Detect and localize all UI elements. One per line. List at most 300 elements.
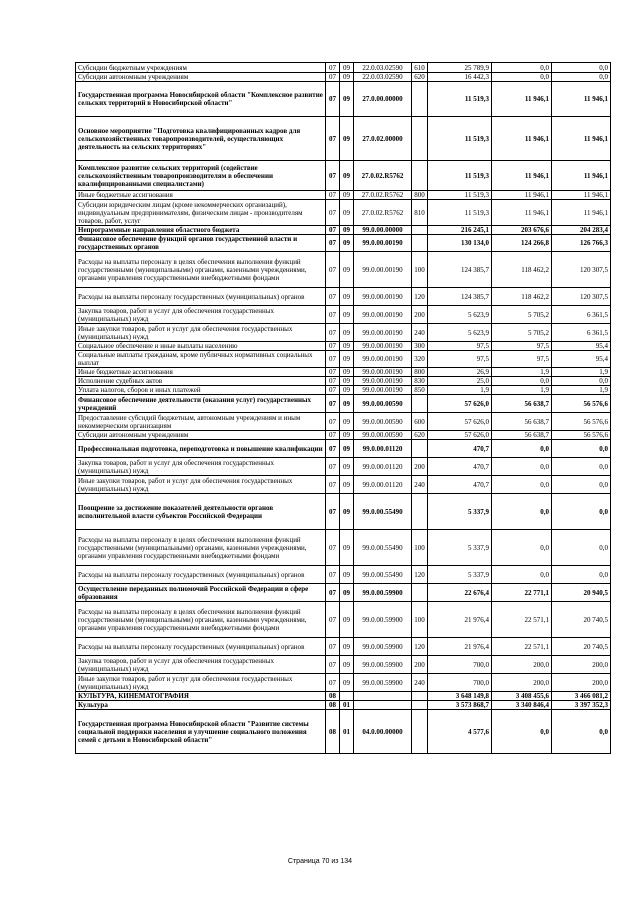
- amount-year-3: 11 946,1: [552, 191, 611, 200]
- expense-type-code: [412, 494, 428, 530]
- expense-type-code: 800: [412, 368, 428, 377]
- amount-year-1: 700,0: [428, 674, 492, 692]
- subsection-code: 09: [340, 395, 354, 413]
- expense-type-code: 200: [412, 458, 428, 476]
- target-article-code: 99.0.00.01120: [354, 458, 412, 476]
- expense-type-code: [412, 692, 428, 701]
- amount-year-3: 11 946,1: [552, 82, 611, 117]
- subsection-code: 09: [340, 584, 354, 602]
- section-code: 07: [326, 584, 340, 602]
- amount-year-2: 97,5: [492, 342, 552, 351]
- amount-year-3: 200,0: [552, 674, 611, 692]
- table-row: [76, 377, 611, 386]
- target-article-code: 99.0.00.59900: [354, 674, 412, 692]
- subsection-code: 09: [340, 674, 354, 692]
- amount-year-1: 124 385,7: [428, 288, 492, 306]
- expense-type-code: 100: [412, 530, 428, 566]
- table-row: [76, 73, 611, 82]
- amount-year-2: 11 946,1: [492, 191, 552, 200]
- target-article-code: 99.0.00.00590: [354, 431, 412, 440]
- expense-type-code: [412, 82, 428, 117]
- table-row: [76, 161, 611, 191]
- subsection-code: 09: [340, 377, 354, 386]
- subsection-code: 09: [340, 368, 354, 377]
- amount-year-3: 1,9: [552, 368, 611, 377]
- amount-year-3: 56 576,6: [552, 413, 611, 431]
- target-article-code: 99.0.00.00590: [354, 395, 412, 413]
- amount-year-2: 0,0: [492, 440, 552, 458]
- amount-year-3: 3 466 081,2: [552, 692, 611, 701]
- amount-year-1: 57 626,0: [428, 413, 492, 431]
- amount-year-3: 1,9: [552, 386, 611, 395]
- subsection-code: 09: [340, 252, 354, 288]
- subsection-code: 09: [340, 656, 354, 674]
- section-code: 07: [326, 530, 340, 566]
- amount-year-2: 11 946,1: [492, 82, 552, 117]
- amount-year-1: 5 337,9: [428, 530, 492, 566]
- expense-type-code: 620: [412, 431, 428, 440]
- subsection-code: 09: [340, 117, 354, 161]
- target-article-code: 99.0.00.00190: [354, 252, 412, 288]
- section-code: 07: [326, 377, 340, 386]
- table-row: [76, 584, 611, 602]
- section-code: 07: [326, 252, 340, 288]
- amount-year-2: 1,9: [492, 386, 552, 395]
- amount-year-2: 0,0: [492, 458, 552, 476]
- amount-year-1: 25,0: [428, 377, 492, 386]
- amount-year-3: 95,4: [552, 342, 611, 351]
- expense-type-code: 620: [412, 73, 428, 82]
- row-name: Социальное обеспечение и иные выплаты населению: [76, 342, 326, 351]
- amount-year-2: 0,0: [492, 494, 552, 530]
- subsection-code: 09: [340, 638, 354, 656]
- expense-type-code: 610: [412, 63, 428, 73]
- section-code: 07: [326, 431, 340, 440]
- target-article-code: 99.0.00.01120: [354, 476, 412, 494]
- target-article-code: 99.0.00.00190: [354, 288, 412, 306]
- row-name: Социальные выплаты гражданам, кроме публичных нормативных социальных выплат: [76, 351, 326, 368]
- section-code: 08: [326, 701, 340, 710]
- section-code: 07: [326, 413, 340, 431]
- target-article-code: 99.0.00.59900: [354, 638, 412, 656]
- subsection-code: 09: [340, 288, 354, 306]
- amount-year-3: 0,0: [552, 73, 611, 82]
- target-article-code: 27.0.02.R5762: [354, 200, 412, 226]
- row-name: Расходы на выплаты персоналу в целях обеспечения выполнения функций государственными (муниципальными) органами, казенными учреждениями, органами управления государственными внебюджетными фондами: [76, 252, 326, 288]
- table-row: [76, 386, 611, 395]
- amount-year-3: 0,0: [552, 377, 611, 386]
- table-row: [76, 701, 611, 710]
- amount-year-2: 5 705,2: [492, 324, 552, 342]
- subsection-code: 09: [340, 306, 354, 324]
- amount-year-1: 3 573 868,7: [428, 701, 492, 710]
- target-article-code: 99.0.00.55490: [354, 566, 412, 584]
- amount-year-1: 11 519,3: [428, 191, 492, 200]
- table-row: [76, 235, 611, 252]
- target-article-code: 99.0.00.01120: [354, 440, 412, 458]
- table-row: [76, 191, 611, 200]
- table-row: [76, 458, 611, 476]
- expense-type-code: 240: [412, 324, 428, 342]
- row-name: Закупка товаров, работ и услуг для обеспечения государственных (муниципальных) нужд: [76, 306, 326, 324]
- amount-year-3: 0,0: [552, 566, 611, 584]
- target-article-code: 99.0.00.00190: [354, 342, 412, 351]
- amount-year-2: 3 340 846,4: [492, 701, 552, 710]
- expense-type-code: 300: [412, 342, 428, 351]
- amount-year-3: 56 576,6: [552, 395, 611, 413]
- table-row: [76, 476, 611, 494]
- amount-year-1: 57 626,0: [428, 431, 492, 440]
- amount-year-3: 6 361,5: [552, 306, 611, 324]
- expense-type-code: 240: [412, 476, 428, 494]
- target-article-code: 27.0.02.00000: [354, 117, 412, 161]
- section-code: 08: [326, 692, 340, 701]
- amount-year-3: 11 946,1: [552, 161, 611, 191]
- amount-year-1: 22 676,4: [428, 584, 492, 602]
- amount-year-3: 11 946,1: [552, 117, 611, 161]
- row-name: Поощрение за достижение показателей деятельности органов исполнительной власти субъектов Российской Федерации: [76, 494, 326, 530]
- target-article-code: [354, 692, 412, 701]
- subsection-code: 09: [340, 431, 354, 440]
- section-code: 07: [326, 63, 340, 73]
- section-code: 07: [326, 638, 340, 656]
- target-article-code: [354, 701, 412, 710]
- table-row: [76, 710, 611, 754]
- target-article-code: 22.0.03.02590: [354, 73, 412, 82]
- subsection-code: 09: [340, 191, 354, 200]
- row-name: Государственная программа Новосибирской области "Развитие системы социальной поддержки населения и улучшение социального положения семей с детьми в Новосибирской области": [76, 710, 326, 754]
- table-row: [76, 395, 611, 413]
- amount-year-3: 0,0: [552, 458, 611, 476]
- subsection-code: 09: [340, 458, 354, 476]
- amount-year-1: 97,5: [428, 351, 492, 368]
- row-name: Расходы на выплаты персоналу государственных (муниципальных) органов: [76, 638, 326, 656]
- table-row: [76, 82, 611, 117]
- subsection-code: 01: [340, 701, 354, 710]
- amount-year-3: 200,0: [552, 656, 611, 674]
- section-code: 07: [326, 200, 340, 226]
- row-name: Расходы на выплаты персоналу государственных (муниципальных) органов: [76, 566, 326, 584]
- expense-type-code: 120: [412, 288, 428, 306]
- section-code: 07: [326, 458, 340, 476]
- subsection-code: 09: [340, 386, 354, 395]
- target-article-code: 99.0.00.55490: [354, 494, 412, 530]
- row-name: Расходы на выплаты персоналу государственных (муниципальных) органов: [76, 288, 326, 306]
- expense-type-code: 200: [412, 306, 428, 324]
- section-code: 07: [326, 161, 340, 191]
- amount-year-3: 20 940,5: [552, 584, 611, 602]
- amount-year-1: 11 519,3: [428, 117, 492, 161]
- row-name: КУЛЬТУРА, КИНЕМАТОГРАФИЯ: [76, 692, 326, 701]
- section-code: 07: [326, 566, 340, 584]
- row-name: Иные закупки товаров, работ и услуг для обеспечения государственных (муниципальных) нужд: [76, 476, 326, 494]
- subsection-code: 09: [340, 440, 354, 458]
- table-row: [76, 692, 611, 701]
- amount-year-2: 0,0: [492, 377, 552, 386]
- subsection-code: 09: [340, 324, 354, 342]
- amount-year-3: 11 946,1: [552, 200, 611, 226]
- amount-year-2: 22 571,1: [492, 602, 552, 638]
- target-article-code: 99.0.00.00590: [354, 413, 412, 431]
- expense-type-code: [412, 235, 428, 252]
- amount-year-1: 26,9: [428, 368, 492, 377]
- target-article-code: 99.0.00.00190: [354, 306, 412, 324]
- amount-year-3: 120 307,5: [552, 252, 611, 288]
- row-name: Финансовое обеспечение функций органов государственной власти и государственных органов: [76, 235, 326, 252]
- section-code: 07: [326, 73, 340, 82]
- section-code: 08: [326, 710, 340, 754]
- amount-year-1: 216 245,1: [428, 226, 492, 235]
- target-article-code: 99.0.00.00190: [354, 324, 412, 342]
- amount-year-1: 11 519,3: [428, 82, 492, 117]
- target-article-code: 04.0.00.00000: [354, 710, 412, 754]
- subsection-code: 09: [340, 602, 354, 638]
- table-row: [76, 674, 611, 692]
- table-row: [76, 413, 611, 431]
- section-code: 07: [326, 306, 340, 324]
- section-code: 07: [326, 602, 340, 638]
- table-row: [76, 63, 611, 73]
- amount-year-2: 11 946,1: [492, 161, 552, 191]
- amount-year-2: 118 462,2: [492, 252, 552, 288]
- subsection-code: 01: [340, 710, 354, 754]
- row-name: Расходы на выплаты персоналу в целях обеспечения выполнения функций государственными (муниципальными) органами, казенными учреждениями, органами управления государственными внебюджетными фондами: [76, 530, 326, 566]
- target-article-code: 27.0.02.R5762: [354, 191, 412, 200]
- amount-year-2: 56 638,7: [492, 431, 552, 440]
- expense-type-code: 830: [412, 377, 428, 386]
- amount-year-2: 1,9: [492, 368, 552, 377]
- section-code: 07: [326, 494, 340, 530]
- row-name: Субсидии юридическим лицам (кроме некоммерческих организаций), индивидуальным предпринимателям, физическим лицам - производителям товаров, работ, услуг: [76, 200, 326, 226]
- subsection-code: [340, 692, 354, 701]
- target-article-code: 99.0.00.59900: [354, 602, 412, 638]
- subsection-code: 09: [340, 161, 354, 191]
- expense-type-code: 200: [412, 656, 428, 674]
- table-row: [76, 351, 611, 368]
- amount-year-1: 57 626,0: [428, 395, 492, 413]
- amount-year-2: 56 638,7: [492, 395, 552, 413]
- subsection-code: 09: [340, 235, 354, 252]
- amount-year-3: 0,0: [552, 494, 611, 530]
- amount-year-2: 0,0: [492, 566, 552, 584]
- expense-type-code: [412, 117, 428, 161]
- row-name: Иные закупки товаров, работ и услуг для обеспечения государственных (муниципальных) нужд: [76, 324, 326, 342]
- table-row: [76, 368, 611, 377]
- amount-year-2: 0,0: [492, 73, 552, 82]
- section-code: 07: [326, 476, 340, 494]
- table-row: [76, 656, 611, 674]
- amount-year-2: 0,0: [492, 710, 552, 754]
- subsection-code: 09: [340, 82, 354, 117]
- budget-table: [75, 62, 611, 754]
- amount-year-1: 124 385,7: [428, 252, 492, 288]
- target-article-code: 99.0.00.00190: [354, 351, 412, 368]
- expense-type-code: 600: [412, 413, 428, 431]
- target-article-code: 27.0.02.R5762: [354, 161, 412, 191]
- amount-year-3: 95,4: [552, 351, 611, 368]
- subsection-code: 09: [340, 73, 354, 82]
- subsection-code: 09: [340, 530, 354, 566]
- amount-year-1: 5 623,9: [428, 306, 492, 324]
- row-name: Уплата налогов, сборов и иных платежей: [76, 386, 326, 395]
- amount-year-3: 0,0: [552, 440, 611, 458]
- table-row: [76, 494, 611, 530]
- row-name: Иные бюджетные ассигнования: [76, 191, 326, 200]
- amount-year-2: 0,0: [492, 63, 552, 73]
- amount-year-2: 118 462,2: [492, 288, 552, 306]
- target-article-code: 99.0.00.00190: [354, 368, 412, 377]
- amount-year-2: 22 571,1: [492, 638, 552, 656]
- subsection-code: 09: [340, 476, 354, 494]
- amount-year-1: 5 337,9: [428, 494, 492, 530]
- amount-year-2: 5 705,2: [492, 306, 552, 324]
- amount-year-2: 200,0: [492, 656, 552, 674]
- amount-year-1: 5 337,9: [428, 566, 492, 584]
- amount-year-3: 56 576,6: [552, 431, 611, 440]
- expense-type-code: 120: [412, 638, 428, 656]
- amount-year-1: 21 976,4: [428, 638, 492, 656]
- amount-year-3: 0,0: [552, 476, 611, 494]
- amount-year-2: 0,0: [492, 476, 552, 494]
- row-name: Государственная программа Новосибирской области "Комплексное развитие сельских территорий в Новосибирской области": [76, 82, 326, 117]
- section-code: 07: [326, 82, 340, 117]
- amount-year-3: 0,0: [552, 710, 611, 754]
- section-code: 07: [326, 342, 340, 351]
- expense-type-code: [412, 710, 428, 754]
- amount-year-3: 120 307,5: [552, 288, 611, 306]
- subsection-code: 09: [340, 494, 354, 530]
- target-article-code: 99.0.00.55490: [354, 530, 412, 566]
- amount-year-3: 126 766,3: [552, 235, 611, 252]
- section-code: 07: [326, 191, 340, 200]
- row-name: Расходы на выплаты персоналу в целях обеспечения выполнения функций государственными (муниципальными) органами, казенными учреждениями, органами управления государственными внебюджетными фондами: [76, 602, 326, 638]
- subsection-code: 09: [340, 226, 354, 235]
- amount-year-1: 21 976,4: [428, 602, 492, 638]
- row-name: Комплексное развитие сельских территорий (содействие сельскохозяйственным товаропроизводителям в обеспечении квалифицированными специалистами): [76, 161, 326, 191]
- row-name: Иные бюджетные ассигнования: [76, 368, 326, 377]
- table-row: [76, 440, 611, 458]
- table-row: [76, 566, 611, 584]
- table-row: [76, 638, 611, 656]
- section-code: 07: [326, 324, 340, 342]
- amount-year-2: 200,0: [492, 674, 552, 692]
- subsection-code: 09: [340, 351, 354, 368]
- expense-type-code: 800: [412, 191, 428, 200]
- amount-year-3: 20 740,5: [552, 602, 611, 638]
- section-code: 07: [326, 235, 340, 252]
- target-article-code: 99.0.00.00000: [354, 226, 412, 235]
- expense-type-code: 100: [412, 252, 428, 288]
- row-name: Предоставление субсидий бюджетным, автономным учреждениям и иным некоммерческим организациям: [76, 413, 326, 431]
- expense-type-code: 240: [412, 674, 428, 692]
- amount-year-1: 470,7: [428, 476, 492, 494]
- row-name: Культура: [76, 701, 326, 710]
- expense-type-code: 810: [412, 200, 428, 226]
- section-code: 07: [326, 226, 340, 235]
- section-code: 07: [326, 656, 340, 674]
- expense-type-code: [412, 440, 428, 458]
- amount-year-2: 11 946,1: [492, 117, 552, 161]
- amount-year-2: 56 638,7: [492, 413, 552, 431]
- expense-type-code: 850: [412, 386, 428, 395]
- subsection-code: 09: [340, 566, 354, 584]
- target-article-code: 99.0.00.00190: [354, 235, 412, 252]
- amount-year-1: 5 623,9: [428, 324, 492, 342]
- section-code: 07: [326, 368, 340, 377]
- row-name: Закупка товаров, работ и услуг для обеспечения государственных (муниципальных) нужд: [76, 656, 326, 674]
- amount-year-2: 3 408 455,6: [492, 692, 552, 701]
- row-name: Осуществление переданных полномочий Российской Федерации в сфере образования: [76, 584, 326, 602]
- amount-year-2: 124 266,8: [492, 235, 552, 252]
- amount-year-2: 0,0: [492, 530, 552, 566]
- target-article-code: 22.0.03.02590: [354, 63, 412, 73]
- table-row: [76, 431, 611, 440]
- subsection-code: 09: [340, 342, 354, 351]
- amount-year-3: 20 740,5: [552, 638, 611, 656]
- amount-year-3: 0,0: [552, 63, 611, 73]
- row-name: Закупка товаров, работ и услуг для обеспечения государственных (муниципальных) нужд: [76, 458, 326, 476]
- amount-year-1: 97,5: [428, 342, 492, 351]
- amount-year-1: 25 789,9: [428, 63, 492, 73]
- target-article-code: 99.0.00.59900: [354, 656, 412, 674]
- subsection-code: 09: [340, 63, 354, 73]
- section-code: 07: [326, 395, 340, 413]
- section-code: 07: [326, 674, 340, 692]
- target-article-code: 99.0.00.00190: [354, 377, 412, 386]
- table-row: [76, 252, 611, 288]
- expense-type-code: [412, 161, 428, 191]
- table-row: [76, 288, 611, 306]
- row-name: Непрограммные направления областного бюджета: [76, 226, 326, 235]
- expense-type-code: 100: [412, 602, 428, 638]
- amount-year-3: 204 283,4: [552, 226, 611, 235]
- target-article-code: 99.0.00.59900: [354, 584, 412, 602]
- amount-year-2: 22 771,1: [492, 584, 552, 602]
- expense-type-code: 320: [412, 351, 428, 368]
- expense-type-code: [412, 701, 428, 710]
- amount-year-2: 203 676,6: [492, 226, 552, 235]
- target-article-code: 99.0.00.00190: [354, 386, 412, 395]
- row-name: Иные закупки товаров, работ и услуг для обеспечения государственных (муниципальных) нужд: [76, 674, 326, 692]
- table-row: [76, 117, 611, 161]
- table-row: [76, 200, 611, 226]
- section-code: 07: [326, 351, 340, 368]
- section-code: 07: [326, 117, 340, 161]
- table-row: [76, 324, 611, 342]
- table-row: [76, 226, 611, 235]
- amount-year-3: 0,0: [552, 530, 611, 566]
- amount-year-1: 130 134,0: [428, 235, 492, 252]
- section-code: 07: [326, 386, 340, 395]
- row-name: Основное мероприятие "Подготовка квалифицированных кадров для сельскохозяйственных товаропроизводителей, осуществляющих деятельность на сельских территориях": [76, 117, 326, 161]
- page-footer: Страница 70 из 134: [287, 858, 353, 865]
- amount-year-1: 470,7: [428, 458, 492, 476]
- row-name: Исполнение судебных актов: [76, 377, 326, 386]
- amount-year-1: 3 648 149,8: [428, 692, 492, 701]
- amount-year-2: 97,5: [492, 351, 552, 368]
- row-name: Профессиональная подготовка, переподготовка и повышение квалификации: [76, 440, 326, 458]
- amount-year-1: 4 577,6: [428, 710, 492, 754]
- expense-type-code: 120: [412, 566, 428, 584]
- row-name: Финансовое обеспечение деятельности (оказания услуг) государственных учреждений: [76, 395, 326, 413]
- expense-type-code: [412, 395, 428, 413]
- amount-year-1: 16 442,3: [428, 73, 492, 82]
- section-code: 07: [326, 288, 340, 306]
- amount-year-2: 11 946,1: [492, 200, 552, 226]
- row-name: Субсидии автономным учреждениям: [76, 431, 326, 440]
- table-row: [76, 530, 611, 566]
- amount-year-3: 6 361,5: [552, 324, 611, 342]
